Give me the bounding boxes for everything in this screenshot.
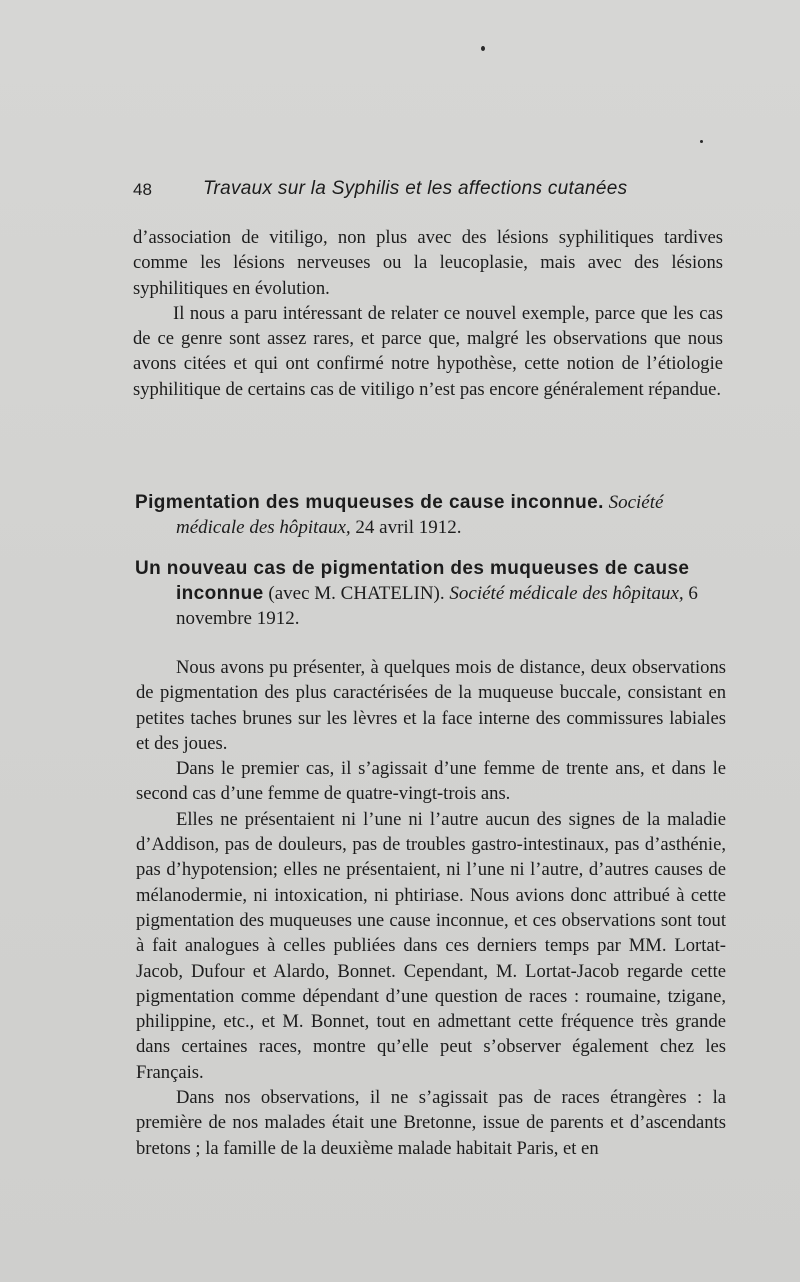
paragraph: d’association de vitiligo, non plus avec des lésions syphilitiques tardives comme les lésions nerveuses ou la leucoplasie, mais avec des lésions syphilitiques en évolution. <box>133 227 723 299</box>
paragraph: Elles ne présentaient ni l’une ni l’autre aucun des signes de la maladie d’Addison, pas de douleurs, pas de troubles gastro-intestinaux, pas d’asthénie, pas d’hypotension; elles ne présentaient, ni l’une ni l’autre, d’autres causes de mélanodermie, ni intoxication, ni phtiriase. Nous avions donc attribué à cette pigmentation des muqueuses une cause inconnue, et ces observations sont tout à fait analogues à celles publiées dans ces derniers temps par MM. Lortat-Jacob, Dufour et Alardo, Bonnet. Cependant, M. Lortat-Jacob regarde cette pigmentation comme dépendant d’une question de races : roumaine, tzigane, philippine, etc., et M. Bonnet, tout en admettant cette fréquence très grande dans certaines races, montre qu’elle peut s’observer également chez les Français. <box>136 808 726 1083</box>
reference-date: 6 novembre 1912. <box>176 583 698 629</box>
text-block-vitiligo <box>133 225 723 402</box>
reference-entry <box>135 556 725 631</box>
reference-title: Pigmentation des muqueuses de cause inconnue. <box>135 492 604 513</box>
running-head-title: Travaux sur la Syphilis et les affections cutanées <box>203 178 628 199</box>
ink-speck <box>481 46 485 51</box>
reference-entry <box>135 490 725 540</box>
running-head <box>133 178 723 204</box>
reference-journal: Société médicale des hôpitaux, <box>449 583 684 604</box>
paragraph: Nous avons pu présenter, à quelques mois de distance, deux observations de pigmentation des plus caractérisées de la muqueuse buccale, consistant en petites taches brunes sur les lèvres et la face interne des commissures labiales et des joues. <box>136 657 726 754</box>
reference-title: Un nouveau cas de pigmentation des muqueuses de cause inconnue <box>135 558 690 604</box>
text-block-pigmentation <box>136 655 726 1161</box>
paragraph: Dans le premier cas, il s’agissait d’une femme de trente ans, et dans le second cas d’une femme de quatre-vingt-trois ans. <box>136 758 726 805</box>
ink-speck <box>700 140 703 143</box>
page-number: 48 <box>133 180 152 199</box>
paragraph: Il nous a paru intéressant de relater ce nouvel exemple, parce que les cas de ce genre sont assez rares, et parce que, malgré les observations que nous avons citées et qui ont confirmé notre hypothèse, cette notion de l’étiologie syphilitique de certains cas de vitiligo n’est pas encore généralement répandue. <box>133 302 723 400</box>
paragraph: Dans nos observations, il ne s’agissait pas de races étrangères : la première de nos malades était une Bretonne, issue de parents et d’ascendants bretons ; la famille de la deuxième malade habitait Paris, et en <box>136 1087 726 1159</box>
reference-journal: Société médicale des hôpitaux, <box>176 492 664 538</box>
reference-date: 24 avril 1912. <box>355 517 462 538</box>
reference-coauthor: (avec M. CHATELIN). <box>268 583 445 604</box>
